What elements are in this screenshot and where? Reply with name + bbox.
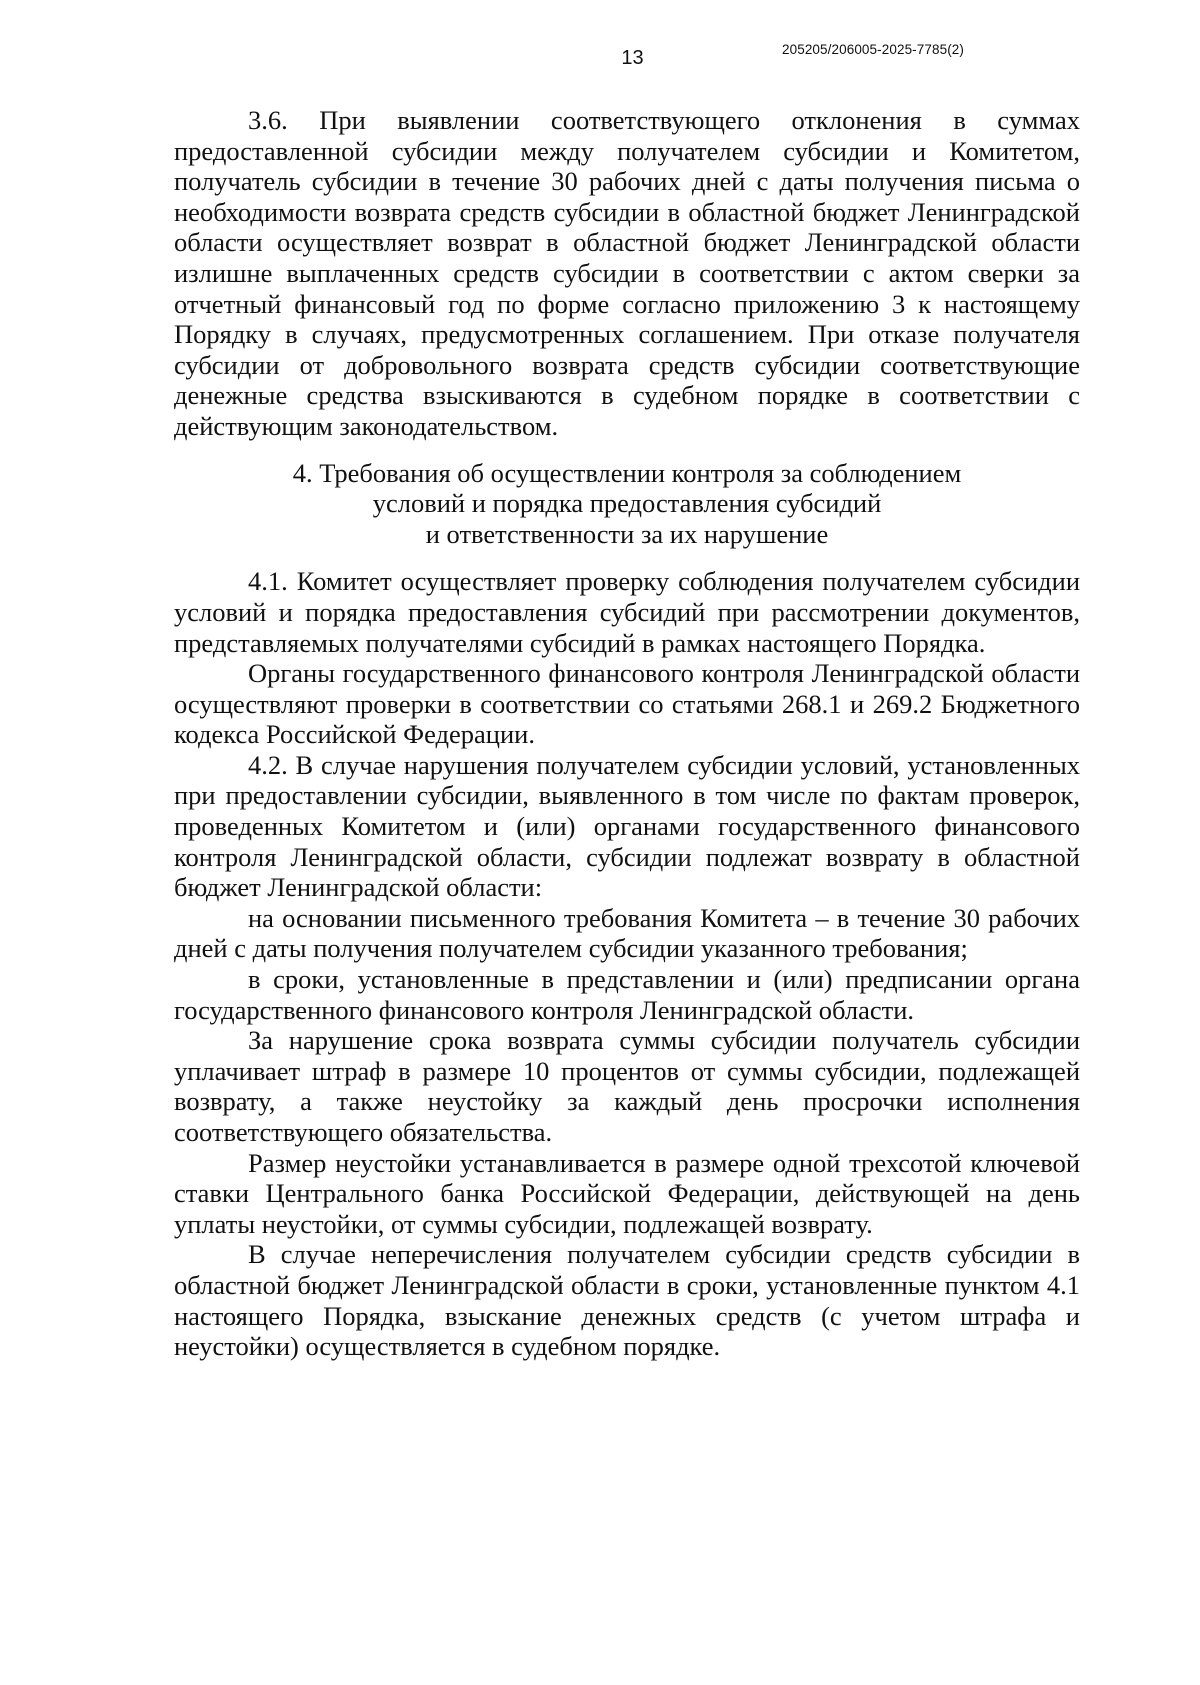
paragraph-forfeit-size: Размер неустойки устанавливается в размере одной трехсотой ключевой ставки Центрального банка Российской Федерации, действующей на день уплаты неустойки, от суммы субсидии, подлежащей возврату. (174, 1147, 1080, 1239)
section-heading-line: 4. Требования об осуществлении контроля за соблюдением (292, 457, 962, 488)
document-body (174, 105, 1080, 1362)
paragraph-4-2: 4.2. В случае нарушения получателем субсидии условий, установленных при предоставлении субсидии, выявленного в том числе по фактам проверок, проведенных Комитетом и (или) органами государственного финансового контроля Ленинградской области, субсидии подлежат возврату в областной бюджет Ленинградской области: (174, 749, 1080, 903)
paragraph-court-recovery: В случае неперечисления получателем субсидии средств субсидии в областной бюджет Ленинградской области в сроки, установленные пунктом 4.1 настоящего Порядка, взыскание денежных средств (с учетом штрафа и неустойки) осуществляется в судебном порядке. (174, 1239, 1080, 1362)
section-heading-line: условий и порядка предоставления субсидий (372, 488, 882, 519)
paragraph-4-1: 4.1. Комитет осуществляет проверку соблюдения получателем субсидии условий и порядка предоставления субсидий при рассмотрении документов, представляемых получателями субсидий в рамках настоящего Порядка. (174, 566, 1080, 658)
paragraph-penalty: За нарушение срока возврата суммы субсидии получатель субсидии уплачивает штраф в размере 10 процентов от суммы субсидии, подлежащей возврату, а также неустойку за каждый день просрочки исполнения соответствующего обязательства. (174, 1025, 1080, 1147)
page-number: 13 (621, 47, 644, 69)
paragraph-financial-control: Органы государственного финансового контроля Ленинградской области осуществляют проверки в соответствии со статьями 268.1 и 269.2 Бюджетного кодекса Российской Федерации. (174, 658, 1080, 750)
section-heading-line: и ответственности за их нарушение (425, 518, 829, 549)
paragraph-3-6: 3.6. При выявлении соответствующего отклонения в суммах предоставленной субсидии между получателем субсидии и Комитетом, получатель субсидии в течение 30 рабочих дней с даты получения письма о необходимости возврата средств субсидии в областной бюджет Ленинградской области осуществляет возврат в областной бюджет Ленинградской области излишне выплаченных средств субсидии в соответствии с актом сверки за отчетный финансовый год по форме согласно приложению 3 к настоящему Порядку в случаях, предусмотренных соглашением. При отказе получателя субсидии от добровольного возврата средств субсидии соответствующие денежные средства взыскиваются в судебном порядке в соответствии с действующим законодательством. (174, 105, 1080, 441)
paragraph-written-demand: на основании письменного требования Комитета – в течение 30 рабочих дней с даты получения получателем субсидии указанного требования; (174, 902, 1080, 964)
document-code: 205205/206005-2025-7785(2) (782, 42, 965, 57)
paragraph-deadlines: в сроки, установленные в представлении и (или) предписании органа государственного финансового контроля Ленинградской области. (174, 964, 1080, 1025)
section-heading (174, 458, 1080, 550)
